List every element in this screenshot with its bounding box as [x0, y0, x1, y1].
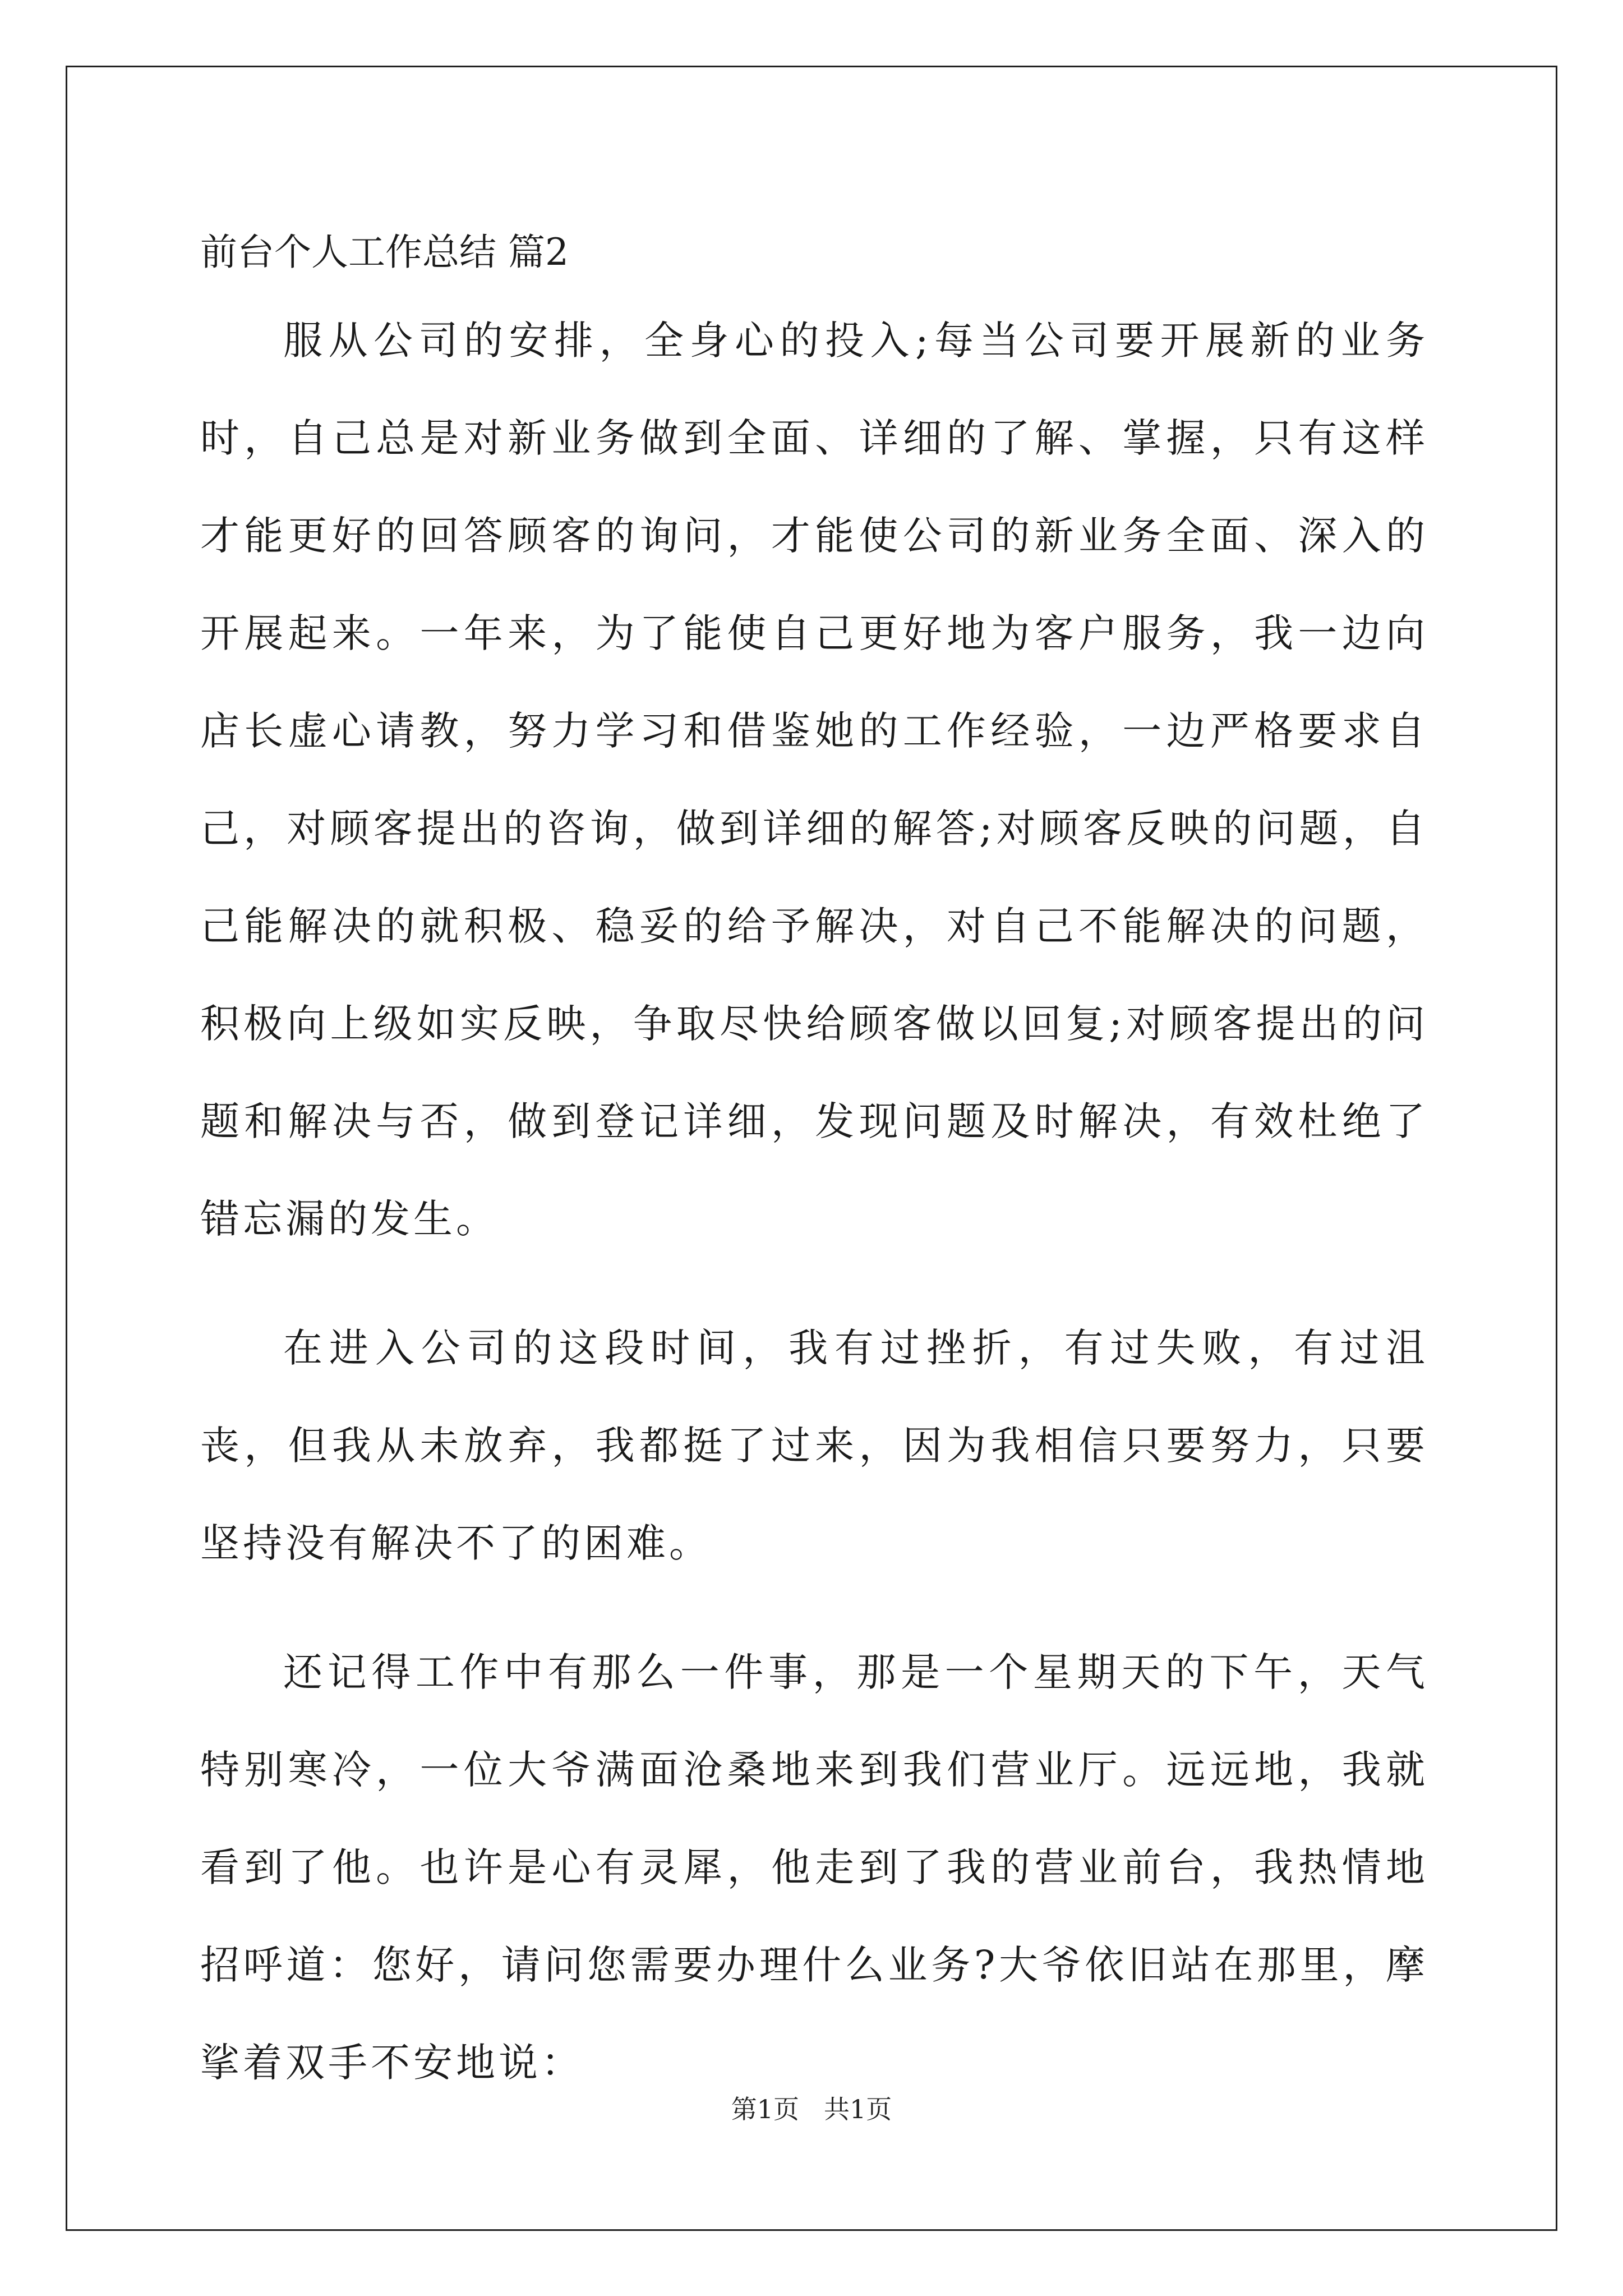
page-number-current: 第1页: [731, 2094, 799, 2124]
page-footer: [0, 2092, 1623, 2126]
paragraph-1: 服从公司的安排，全身心的投入;每当公司要开展新的业务时，自己总是对新业务做到全面、详细的了解、掌握，只有这样才能更好的回答顾客的询问，才能使公司的新业务全面、深入的开展起来。一年来，为了能使自己更好地为客户服务，我一边向店长虚心请教，努力学习和借鉴她的工作经验，一边严格要求自己，对顾客提出的咨询，做到详细的解答;对顾客反映的问题，自己能解决的就积极、稳妥的给予解决，对自己不能解决的问题，积极向上级如实反映，争取尽快给顾客做以回复;对顾客提出的问题和解决与否，做到登记详细，发现问题及时解决，有效杜绝了错忘漏的发生。: [200, 318, 1428, 1242]
document-body: [200, 219, 1428, 2111]
document-title: 前台个人工作总结 篇2: [200, 231, 569, 274]
paragraph-3: 还记得工作中有那么一件事，那是一个星期天的下午，天气特别寒冷，一位大爷满面沧桑地来到我们营业厅。远远地，我就看到了他。也许是心有灵犀，他走到了我的营业前台，我热情地招呼道：您好，请问您需要办理什么业务?大爷依旧站在那里，摩挲着双手不安地说：: [200, 1649, 1428, 2086]
page-number-total: 共1页: [824, 2094, 892, 2124]
paragraph-2: 在进入公司的这段时间，我有过挫折，有过失败，有过沮丧，但我从未放弃，我都挺了过来，因为我相信只要努力，只要坚持没有解决不了的困难。: [200, 1325, 1428, 1566]
